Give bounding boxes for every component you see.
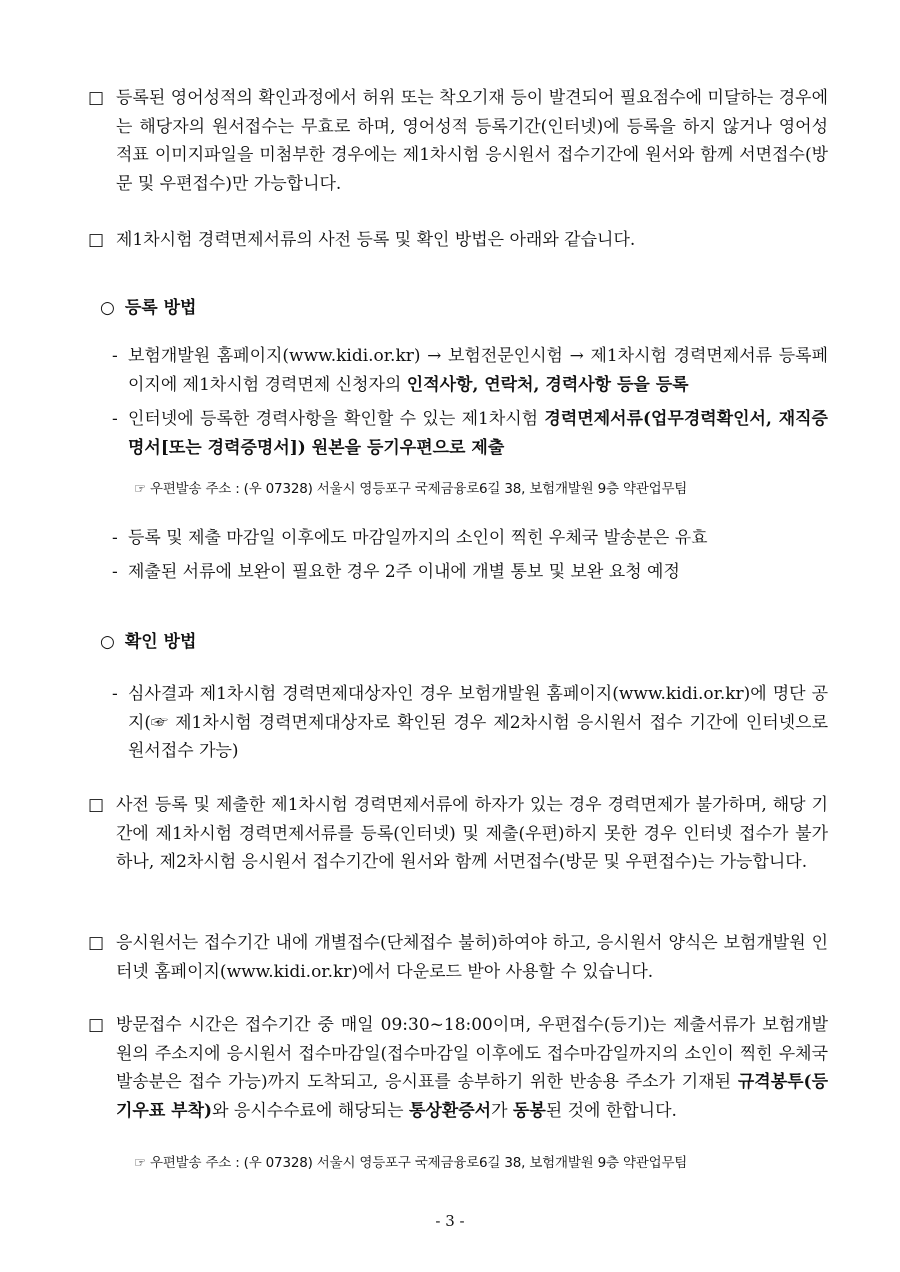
heading-text: 등록 방법 xyxy=(124,298,197,318)
list-item xyxy=(112,342,828,399)
dash-bullet: - xyxy=(112,409,118,429)
list-item xyxy=(112,680,828,766)
text-regular: 인터넷에 등록한 경력사항을 확인할 수 있는 제1차시험 xyxy=(128,409,545,429)
heading-text: 확인 방법 xyxy=(124,632,197,652)
circle-bullet-icon: ○ xyxy=(100,632,115,652)
mailing-address-note: ☞ 우편발송 주소 : (우 07328) 서울시 영등포구 국제금융로6길 38, 보험개발원 9층 약관업무팀 xyxy=(134,1155,688,1171)
text-regular: 와 응시수수료에 해당되는 xyxy=(212,1100,409,1121)
dash-bullet: - xyxy=(112,346,118,366)
checkbox-square-icon: □ xyxy=(88,230,105,250)
paragraph-english-score xyxy=(88,84,828,198)
paragraph-text: 등록된 영어성적의 확인과정에서 허위 또는 착오기재 등이 발견되어 필요점수에 미달하는 경우에는 해당자의 원서접수는 무효로 하며, 영어성적 등록기간(인터넷)에 등록을 하지 않거나 영어성적표 이미지파일을 미첨부한 경우에는 제1차시험 응시원서 접수기간에 원서와 함께 서면접수(방문 및 우편접수)만 가능합니다. xyxy=(116,88,828,194)
paragraph-exemption-intro xyxy=(88,226,828,255)
mailing-address-note: ☞ 우편발송 주소 : (우 07328) 서울시 영등포구 국제금융로6길 38, 보험개발원 9층 약관업무팀 xyxy=(134,481,688,497)
text-bold: 인적사항, 연락처, 경력사항 등을 등록 xyxy=(406,374,689,395)
list-item-text xyxy=(112,405,828,462)
paragraph-text: 사전 등록 및 제출한 제1차시험 경력면제서류에 하자가 있는 경우 경력면제가 불가하며, 해당 기간에 제1차시험 경력면제서류를 등록(인터넷) 및 제출(우편)하지 못한 경우 인터넷 접수가 불가하나, 제2차시험 응시원서 접수기간에 원서와 함께 서면접수(방문 및 우편접수)는 가능합니다. xyxy=(116,795,828,872)
list-item-text: 등록 및 제출 마감일 이후에도 마감일까지의 소인이 찍힌 우체국 발송분은 유효 xyxy=(128,528,708,548)
paragraph-defective-documents xyxy=(88,791,828,877)
checkbox-square-icon: □ xyxy=(88,1015,105,1035)
text-regular: 방문접수 시간은 접수기간 중 매일 09:30~18:00이며, 우편접수(등기)는 제출서류가 보험개발원의 주소지에 응시원서 접수마감일(접수마감일 이후에도 접수마감일까지의 소인이 찍힌 우체국 발송분은 접수 가능)까지 도착되고, 응시표를 송부하기 위한 반송용 주소가 기재된 xyxy=(116,1015,828,1092)
list-item-text xyxy=(112,342,828,399)
text-bold: 경력면제서류(업무경력확인서, 재직증명서[또는 경력증명서]) 원본을 등기우편으로 제출 xyxy=(128,409,828,458)
list-item-text: 제출된 서류에 보완이 필요한 경우 2주 이내에 개별 통보 및 보완 요청 예정 xyxy=(128,562,680,582)
paragraph-text xyxy=(88,1011,828,1125)
section-heading-confirmation xyxy=(100,630,196,654)
text-bold: 통상환증서 xyxy=(408,1100,492,1121)
paragraph-individual-application xyxy=(88,929,828,986)
list-item-text: 심사결과 제1차시험 경력면제대상자인 경우 보험개발원 홈페이지(www.kidi.or.kr)에 명단 공지(☞ 제1차시험 경력면제대상자로 확인된 경우 제2차시험 응시원서 접수 기간에 인터넷으로 원서접수 가능) xyxy=(128,684,828,761)
page-number: - 3 - xyxy=(435,1212,465,1230)
paragraph-visit-mail-application xyxy=(88,1011,828,1125)
text-regular: 가 xyxy=(491,1100,513,1121)
dash-bullet: - xyxy=(112,684,118,704)
text-regular: 된 것에 한합니다. xyxy=(545,1100,677,1121)
paragraph-text: 응시원서는 접수기간 내에 개별접수(단체접수 불허)하여야 하고, 응시원서 양식은 보험개발원 인터넷 홈페이지(www.kidi.or.kr)에서 다운로드 받아 사용할 수 있습니다. xyxy=(116,933,828,982)
text-bold: 규격봉투(등기우표 부착) xyxy=(116,1072,828,1121)
dash-bullet: - xyxy=(112,528,118,548)
list-item xyxy=(112,558,828,587)
checkbox-square-icon: □ xyxy=(88,795,105,815)
paragraph-text: 제1차시험 경력면제서류의 사전 등록 및 확인 방법은 아래와 같습니다. xyxy=(116,230,636,250)
text-bold: 동봉 xyxy=(512,1100,546,1121)
checkbox-square-icon: □ xyxy=(88,933,105,953)
list-item xyxy=(112,524,828,553)
list-item xyxy=(112,405,828,462)
dash-bullet: - xyxy=(112,562,118,582)
text-regular: 보험개발원 홈페이지(www.kidi.or.kr) → 보험전문인시험 → 제1차시험 경력면제서류 등록페이지에 제1차시험 경력면제 신청자의 xyxy=(128,346,828,395)
checkbox-square-icon: □ xyxy=(88,88,105,108)
circle-bullet-icon: ○ xyxy=(100,298,115,318)
section-heading-registration xyxy=(100,296,196,320)
